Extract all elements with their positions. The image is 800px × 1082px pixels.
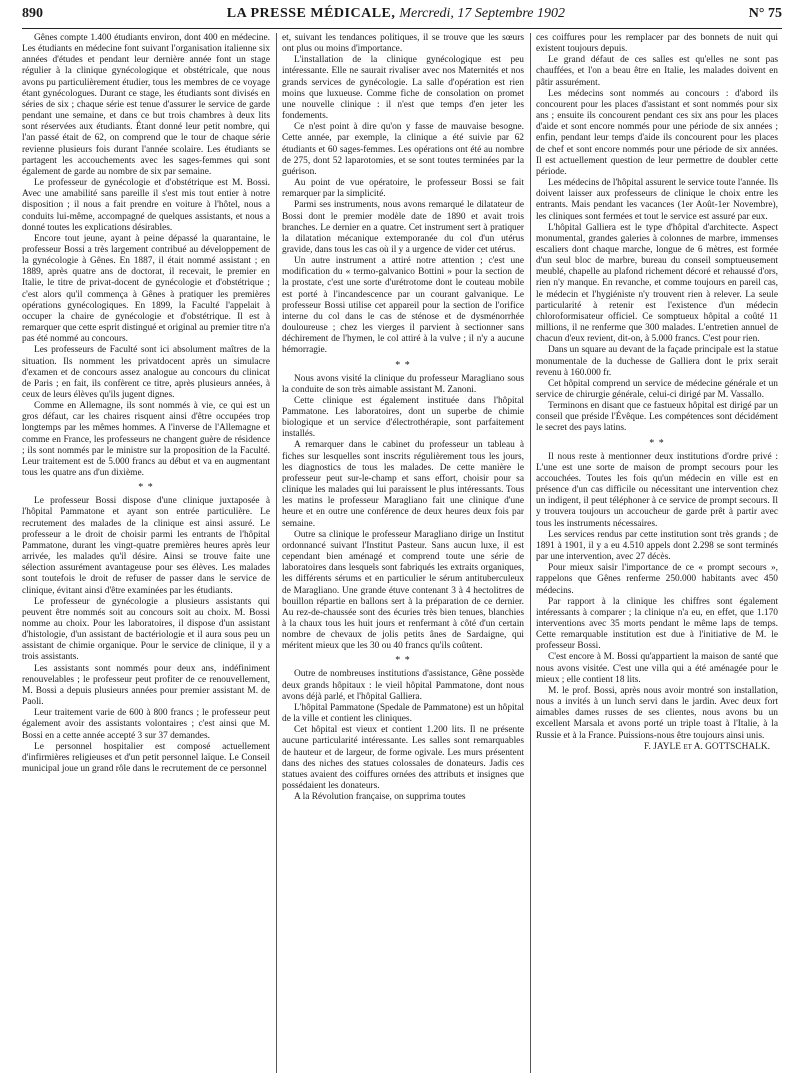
column-3-body xyxy=(536,33,778,742)
journal-title xyxy=(227,6,565,22)
paragraph: Les services rendus par cette institution sont très grands ; de 1891 à 1901, il y a eu 4.510 appels dont 2.298 se sont terminés par une intervention, avec 27 décès. xyxy=(536,529,778,563)
paragraph: Pour mieux saisir l'importance de ce « prompt secours », rappelons que Gênes renferme 250.000 habitants avec 450 médecins. xyxy=(536,563,778,596)
journal-name: LA PRESSE MÉDICALE, xyxy=(226,6,396,21)
paragraph: Cet hôpital comprend un service de médecine générale et un service de chirurgie générale, celui-ci dirigé par M. Vassallo. xyxy=(536,378,778,400)
paragraph: Le grand défaut de ces salles est qu'elles ne sont pas chauffées, et l'on a beau être en Italie, les malades doivent en pâtir assurément. xyxy=(536,55,778,88)
column-2 xyxy=(276,33,524,1073)
paragraph: L'installation de la clinique gynécologique est peu intéressante. Elle ne saurait rivaliser avec nos Maternités et nos grands services de gynécologie. La salle d'opération est rien moins que luxueuse. Comme fiche de consolation on promet une nouvelle clinique : il n'est que temps d'en jeter les fondements. xyxy=(282,55,524,122)
paragraph: Le professeur de gynécologie et d'obstétrique est M. Bossi. Avec une amabilité sans pareille il s'est mis tout entier à notre disposition ; il nous a fait prendre en voiture à l'hôtel, nous a conduits lui-même, accompagné de quelques assistants, et nous a donné toutes les explications désirables. xyxy=(22,178,270,233)
article-signature: F. JAYLE et A. GOTTSCHALK. xyxy=(644,741,770,752)
paragraph: Les médecins de l'hôpital assurent le service toute l'année. Ils doivent laisser aux professeurs de clinique le choix entre les entrants. Mais pendant les vacances (1er Août-1er Novembre), les cliniques sont fermées et tout le service est assuré par eux. xyxy=(536,178,778,222)
paragraph: Cet hôpital est vieux et contient 1.200 lits. Il ne présente aucune particularité intéressante. Les salles sont remarquables de hauteur et de largeur, de forme ogivale. Les murs présentent dans des niches des statues colossales de donateurs. Jadis ces statues avaient des coiffures ornées des attributs et insignes que possédaient les donateurs. xyxy=(282,725,524,791)
paragraph: L'hôpital Galliera est le type d'hôpital d'architecte. Aspect monumental, grandes galeries à colonnes de marbre, immenses escaliers dont chaque marche, longue de 6 mètres, est formée d'un seul bloc de marbre, bureau du conseil somptueusement meublé, chapelle au plafond richement décoré et rehaussé d'ors, rien n'y manque. En revanche, et comme toujours en pareil cas, le médecin et l'hygiéniste n'y trouvent rien à relever. La seule particularité à retenir est l'existence d'un médecin chloroformisateur officiel. Ce somptueux hôpital a coûté 11 millions, il ne renferme que 300 malades. L'entretien annuel de chacun d'eux revient, dit-on, à 5.000 francs. C'est pour rien. xyxy=(536,222,778,345)
column-3 xyxy=(530,33,778,1073)
paragraph: Le professeur Bossi dispose d'une clinique juxtaposée à l'hôpital Pammatone et ayant son entrée particulière. Le recrutement des malades de la clinique est ainsi assuré. Le professeur a le droit de choisir parmi les entrants de l'hôpital Pammatone, durant les vingt-quatre premières heures après leur arrivée, les malades qu'il désire. Ainsi se trouve faite une sélection assurément avantageuse pour ses élèves. Les malades sont toutefois le droit de refuser de passer dans le service de clinique, évitant ainsi d'être examinées par les étudiants. xyxy=(22,496,270,596)
header-rule xyxy=(22,28,782,29)
paragraph: A la Révolution française, on supprima toutes xyxy=(294,792,466,803)
issue-number: N° 75 xyxy=(748,6,782,21)
paragraph: Les professeurs de Faculté sont ici absolument maîtres de la situation. Ils nomment les privatdocent après un simulacre d'examen et de concours assez analogue au concours du clinicat de Paris ; en fait, ils confèrent ce titre, après plusieurs années, à ceux de leurs élèves qu'ils jugent dignes. xyxy=(22,345,270,400)
paragraph: Le professeur de gynécologie a plusieurs assistants qui peuvent être nommés soit au concours soit au choix. M. Bossi nomme au choix. Pour les laboratoires, il dispose d'un assistant d'histologie, d'un assistant de bactériologie et il aura sous peu un assistant de chimie organique. Pour le service de clinique, il y a trois assistants. xyxy=(22,596,270,663)
paragraph: Terminons en disant que ce fastueux hôpital est dirigé par un conseil que préside l'Évêque. Les compétences sont décidément le secret des pays latins. xyxy=(536,401,778,434)
section-separator: * * xyxy=(138,482,154,494)
section-separator: * * xyxy=(649,437,665,449)
paragraph: L'hôpital Pammatone (Spedale de Pammatone) est un hôpital de la ville et contient les cliniques. xyxy=(282,702,524,725)
section-separator: * * xyxy=(395,359,411,371)
paragraph: C'est encore à M. Bossi qu'appartient la maison de santé que nous avons visitée. C'est une villa qui a été aménagée pour le mieux ; elle contient 18 lits. xyxy=(536,652,778,685)
paragraph: Comme en Allemagne, ils sont nommés à vie, ce qui est un gros défaut, car les chaires risquent ainsi d'être occupées trop longtemps par les mêmes hommes. A l'inverse de l'Allemagne et comme en France, les professeurs ne changent guère de résidence ; ils sont nommés par le ministre sur la proposition de la Faculté. Leur traitement est de 5.000 francs au début et va en augmentant tous les quatre ans d'un dixième. xyxy=(22,401,270,479)
paragraph: Par rapport à la clinique les chiffres sont également intéressants à comparer ; la clinique n'a eu, en effet, que 1.170 interventions avec 35 morts pendant le même laps de temps. Cette remarquable institution est due à l'initiative de M. le professeur Bossi. xyxy=(536,596,778,652)
paragraph: et, suivant les tendances politiques, il se trouve que les sœurs ont plus ou moins d'importance. xyxy=(282,33,524,55)
column-1 xyxy=(22,33,270,1073)
running-header xyxy=(22,0,782,28)
paragraph: Encore tout jeune, ayant à peine dépassé la quarantaine, le professeur Bossi a très largement contribué au développement de la gynécologie à Gênes. En 1887, il était nommé assistant ; en 1889, après quatre ans de doctorat, il recevait, le premier en Italie, le titre de privat-docent de gynécologie et d'obstétrique ; c'est alors qu'il commença à Gênes à pratiquer les premières opérations gynécologiques. En 1899, la Faculté l'appelait à occuper la chaire de gynécologie et d'obstétrique. Il est à remarquer que cette esprit distingué et original au premier titre n'a pas été nommé au concours. xyxy=(22,233,270,345)
paragraph: Leur traitement varie de 600 à 800 francs ; le professeur peut également avoir des assistants volontaires ; c'est ainsi que M. Bossi en a cette année accepté 3 sur 37 demandes. xyxy=(22,708,270,741)
paragraph: Ce n'est point à dire qu'on y fasse de mauvaise besogne. Cette année, par exemple, la clinique a été suivie par 62 étudiants et 60 sages-femmes. Les opérations ont été au nombre de 275, dont 52 laparotomies, et se sont toutes terminées par la guérison. xyxy=(282,122,524,177)
text-columns xyxy=(22,33,782,1073)
paragraph: Le personnel hospitalier est composé actuellement d'infirmières religieuses et d'un petit personnel laïque. Le Conseil municipal joue un grand rôle dans le recrutement de ce personnel xyxy=(22,741,270,774)
paragraph: Les assistants sont nommés pour deux ans, indéfiniment renouvelables ; le professeur peut profiter de ce renouvellement, M. Bossi a depuis plusieurs années pour premier assistant M. de Paoli. xyxy=(22,663,270,708)
paragraph: Outre sa clinique le professeur Maragliano dirige un Institut ordonnancé suivant l'Institut Pasteur. Sans aucun luxe, il est cependant bien aménagé et comprend toute une série de laboratoires dans lesquels sont fabriqués les extraits organiques, les différents sérums et en particulier le sérum antituberculeux de Maragliano. Une grande étuve contenant 3 à 4 hectolitres de bouillon répartie en ballons sert à la préparation de ce dernier. Au rez-de-chaussée sont des écuries très bien tenues, blanchies à la chaux tous les huit jours et renfermant à côté d'un certain nombre de chevaux de jolis petits ânes de Sardaigne, qui méritent mieux que les 30 ou 40 francs qu'ils coûtent. xyxy=(282,529,524,652)
issue-date: Mercredi, 17 Septembre 1902 xyxy=(399,6,565,21)
paragraph: Nous avons visité la clinique du professeur Maragliano sous la conduite de son très aimable assistant M. Zanoni. xyxy=(282,373,524,395)
paragraph: Au point de vue opératoire, le professeur Bossi se fait remarquer par la simplicité. xyxy=(282,178,524,200)
paragraph: Un autre instrument a attiré notre attention ; c'est une modification du « termo-galvanico Bottini » pour la section de la prostate, c'est une sorte d'urétrotome dont le couteau mobile est porté à l'incandescence par un courant galvanique. Le professeur Bossi utilise cet appareil pour la section de l'orifice interne du col dans le cas de sténose et de dysménorrhée douloureuse ; chez les vierges il parvient à sectionner sans déchirement de l'hymen, le col attiré à la vulve ; il n'y a aucune hémorragie. xyxy=(282,256,524,356)
section-separator: * * xyxy=(395,655,411,667)
paragraph: Il nous reste à mentionner deux institutions d'ordre privé : L'une est une sorte de maison de prompt secours pour les accouchées. Toutes les fois qu'un médecin en ville est en présence d'un cas difficile ou nécessitant une intervention chez un indigent, il peut téléphoner à ce service de prompt secours. Il y trouvera toujours un accoucheur de garde prêt à partir avec tous les instruments nécessaires. xyxy=(536,451,778,529)
paragraph: Dans un square au devant de la façade principale est la statue monumentale de la duchesse de Galliera dont le prix serait revenu à 160.000 fr. xyxy=(536,345,778,378)
paragraph: A remarquer dans le cabinet du professeur un tableau à fiches sur lesquelles sont inscrits régulièrement tous les jours, les diagnostics de tous les malades. De cette manière le professeur peut sur-le-champ et sans effort, choisir pour sa clinique les malades qui lui paraissent le plus intéressants. Tous les matins le professeur Maragliano fait une clinique d'une heure et en outre une conférence de deux heures deux fois par semaine. xyxy=(282,440,524,529)
paragraph: ces coiffures pour les remplacer par des bonnets de nuit qui existent toujours depuis. xyxy=(536,33,778,55)
page-number: 890 xyxy=(22,6,43,21)
paragraph: Gênes compte 1.400 étudiants environ, dont 400 en médecine. Les étudiants en médecine font suivant l'organisation italienne six années d'études et pendant leur dernière année font un stage régulier à la clinique gynécologique et obstétricale, que nous avons pu particulièrement étudier, tous les membres de ce voyage étant gynécologues. Durant ce stage, les étudiants sont divisés en séries de six ; chaque série est tenue d'assurer le service de garde pendant une semaine, et dans ce but trois chambres à deux lits sont réservées aux étudiants. Étant donné leur petit nombre, qui l'an passé était de 62, on comprend que le tour de chaque série revienne plusieurs fois durant l'année scolaire. Les étudiants se partagent les accouchements avec les sages-femmes qui sont également de garde au nombre de six par semaine. xyxy=(22,33,270,177)
paragraph: M. le prof. Bossi, après nous avoir montré son installation, nous a invités à un lunch servi dans le jardin. Avec deux fort aimables dames russes de ses clientes, nous avons bu un excellent Marsala et avons porté un triple toast à l'Italie, à la Russie et à la France. Puissions-nous être toujours ainsi unis. xyxy=(536,685,778,741)
paragraph: Outre de nombreuses institutions d'assistance, Gêne possède deux grands hôpitaux : le vieil hôpital Pammatone, dont nous avons déjà parlé, et l'hôpital Galliera. xyxy=(282,669,524,702)
paragraph: Parmi ses instruments, nous avons remarqué le dilatateur de Bossi dont le premier modèle date de 1890 et avait trois branches. Le dernier en a quatre. Cet instrument sert à pratiquer la dilatation mécanique extemporanée du col d'un utérus gravide, dans tous les cas où il y a urgence de vider cet utérus. xyxy=(282,200,524,255)
paragraph: Les médecins sont nommés au concours : d'abord ils concourent pour les places d'assistant et sont nommés pour six ans ; ensuite ils concourent pendant ces six ans pour les places d'aide et sont encore nommés pour une période de six années ; enfin, pendant leur temps d'aide ils concourent pour les places de chef et sont encore nommés pour une période de six années. Il est actuellement question de leur permettre de doubler cette période. xyxy=(536,88,778,177)
paragraph: Cette clinique est également instituée dans l'hôpital Pammatone. Les laboratoires, dont un superbe de chimie biologique et un service d'électrothérapie, sont parfaitement installés. xyxy=(282,395,524,440)
